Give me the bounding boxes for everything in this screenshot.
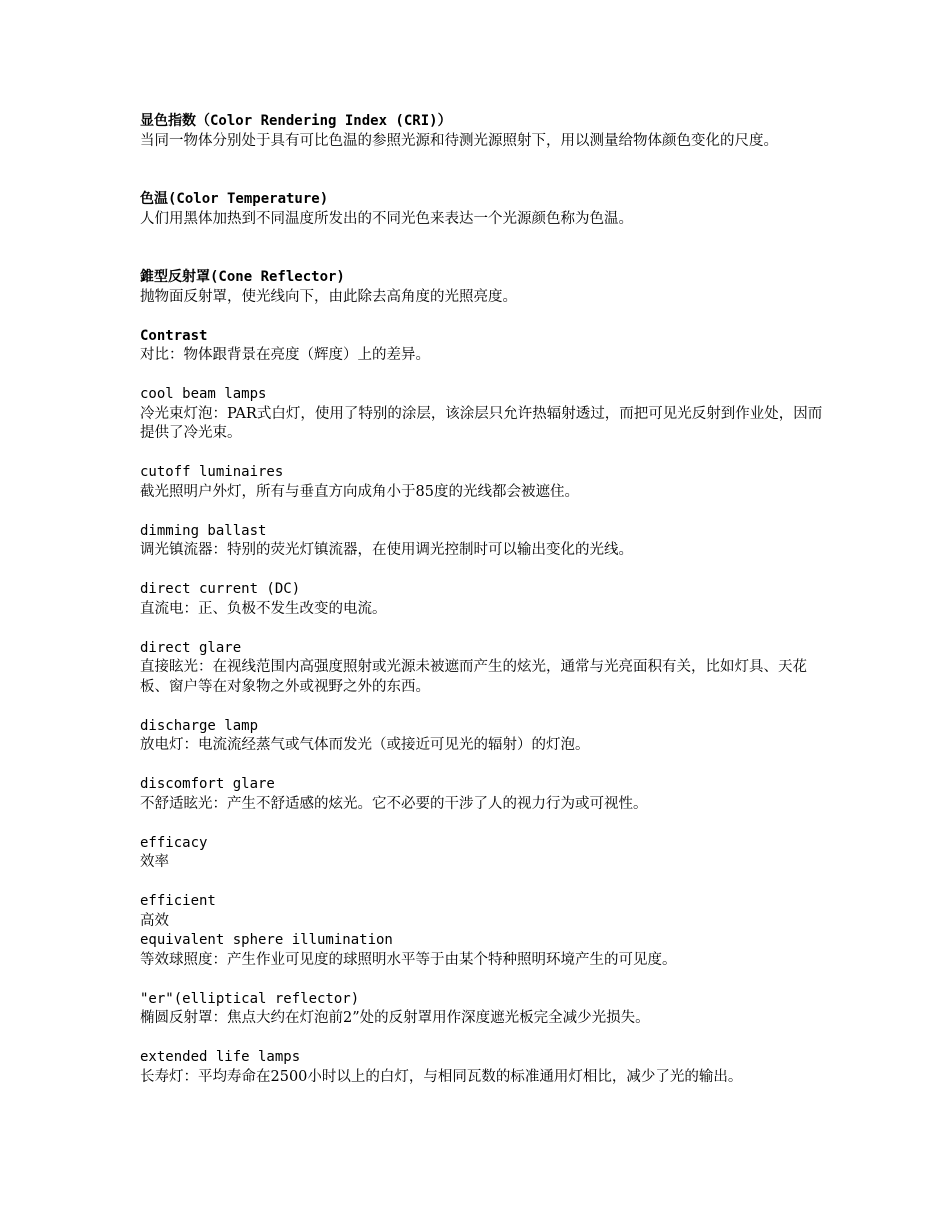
entry-definition: 调光镇流器：特别的荧光灯镇流器，在使用调光控制时可以输出变化的光线。 — [140, 542, 633, 558]
entry-definition: 长寿灯：平均寿命在2500小时以上的白灯，与相同瓦数的标准通用灯相比，减少了光的输出。 — [140, 1068, 743, 1085]
glossary-document — [140, 112, 830, 1087]
entry-term: efficacy — [140, 834, 208, 851]
glossary-entry-cone-reflector — [140, 268, 830, 307]
glossary-entry-discharge-lamp — [140, 717, 830, 756]
entry-definition: 截光照明户外灯，所有与垂直方向成角小于85度的光线都会被遮住。 — [140, 483, 579, 500]
entry-definition: 人们用黑体加热到不同温度所发出的不同光色来表达一个光源颜色称为色温。 — [140, 210, 633, 227]
entry-term: dimming ballast — [140, 522, 267, 539]
glossary-entry-cool-beam-lamps — [140, 385, 830, 444]
entry-definition: 当同一物体分别处于具有可比色温的参照光源和待测光源照射下，用以测量给物体颜色变化的尺度。 — [140, 132, 778, 149]
entry-term: 色温(Color Temperature) — [140, 191, 329, 207]
entry-term: discharge lamp — [140, 717, 259, 734]
entry-term: 显色指数（Color Rendering Index (CRI)） — [140, 113, 452, 129]
glossary-entry-dimming-ballast — [140, 522, 830, 561]
entry-definition: 直接眩光：在视线范围内高强度照射或光源未被遮而产生的炫光，通常与光亮面积有关，比如灯具、天花板、窗户等在对象物之外或视野之外的东西。 — [140, 659, 807, 695]
glossary-entry-cri — [140, 112, 830, 151]
entry-term: extended life lamps — [140, 1049, 301, 1065]
glossary-entry-color-temperature — [140, 190, 830, 229]
entry-definition: 等效球照度：产生作业可见度的球照明水平等于由某个特种照明环境产生的可见度。 — [140, 951, 677, 968]
glossary-entry-contrast — [140, 327, 830, 366]
glossary-entry-elliptical-reflector — [140, 990, 830, 1029]
entry-term: Contrast — [140, 327, 208, 344]
entry-definition: 不舒适眩光：产生不舒适感的炫光。它不必要的干涉了人的视力行为或可视性。 — [140, 795, 648, 812]
entry-definition: 直流电：正、负极不发生改变的电流。 — [140, 600, 387, 617]
entry-term: 錐型反射罩(Cone Reflector) — [140, 269, 345, 285]
entry-definition: 抛物面反射罩，使光线向下，由此除去高角度的光照亮度。 — [140, 288, 517, 305]
entry-term: discomfort glare — [140, 776, 275, 792]
entry-definition: 高效 — [140, 912, 169, 929]
glossary-entry-discomfort-glare — [140, 775, 830, 814]
glossary-entry-cutoff-luminaires — [140, 463, 830, 502]
entry-term: efficient — [140, 893, 216, 909]
entry-term: direct glare — [140, 639, 242, 656]
glossary-entry-efficacy — [140, 834, 830, 873]
glossary-entry-efficient — [140, 892, 830, 931]
glossary-entry-direct-glare — [140, 639, 830, 698]
glossary-entry-direct-current — [140, 580, 830, 619]
entry-term: direct current (DC) — [140, 581, 301, 597]
entry-definition: 对比：物体跟背景在亮度（辉度）上的差异。 — [140, 347, 430, 363]
entry-definition: 效率 — [140, 854, 169, 870]
entry-term: cool beam lamps — [140, 386, 267, 402]
entry-term: equivalent sphere illumination — [140, 932, 393, 948]
entry-term: "er"(elliptical reflector) — [140, 990, 360, 1007]
entry-definition: 放电灯：电流流经蒸气或气体而发光（或接近可见光的辐射）的灯泡。 — [140, 737, 590, 753]
entry-definition: 冷光束灯泡：PAR式白灯，使用了特别的涂层，该涂层只允许热辐射透过，而把可见光反射到作业处，因而提供了冷光束。 — [140, 405, 823, 441]
entry-term: cutoff luminaires — [140, 464, 284, 480]
glossary-entry-equivalent-sphere-illumination — [140, 931, 830, 970]
glossary-entry-extended-life-lamps — [140, 1048, 830, 1087]
entry-definition: 椭圆反射罩：焦点大约在灯泡前2”处的反射罩用作深度遮光板完全减少光损失。 — [140, 1010, 650, 1026]
